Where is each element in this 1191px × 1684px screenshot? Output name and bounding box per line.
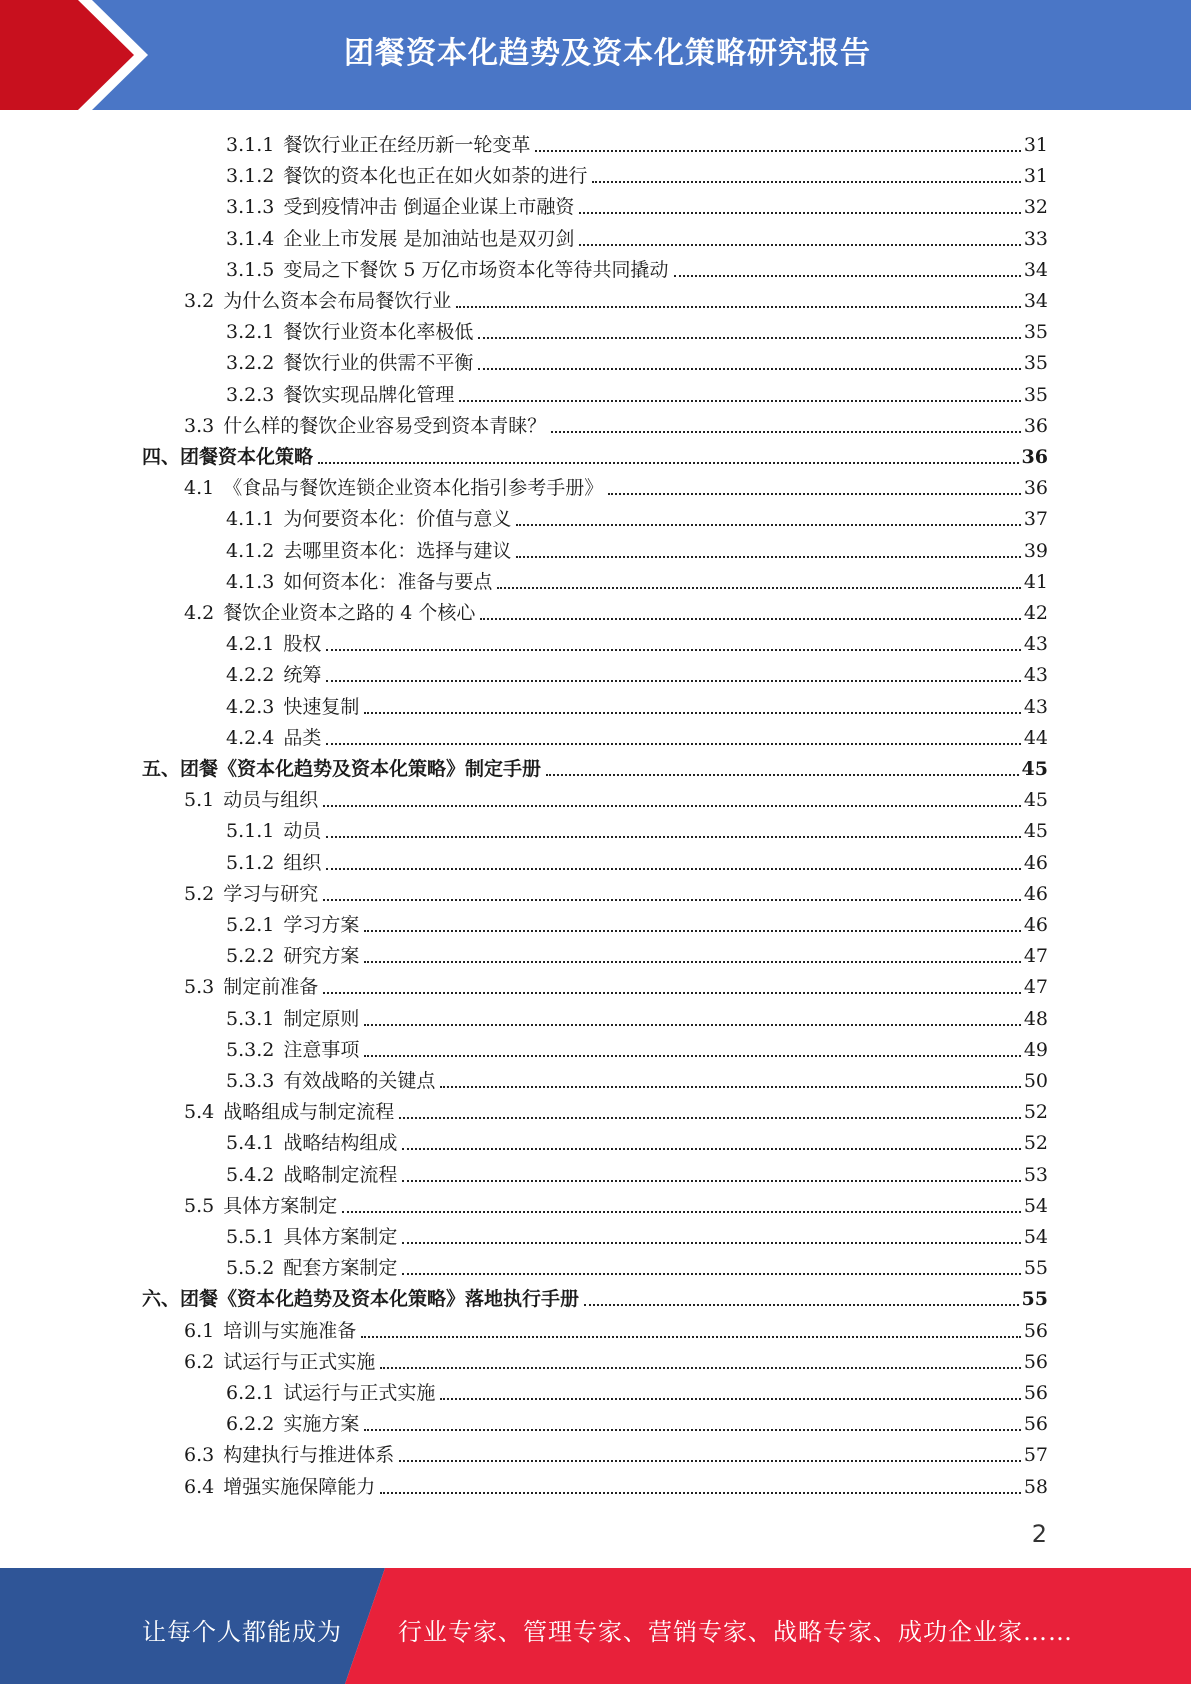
toc-entry-title: 研究方案 — [283, 945, 360, 968]
toc-entry-number: 3.2.1 — [226, 321, 275, 344]
toc-entry-number: 3.2.3 — [226, 383, 275, 406]
toc-entry-number: 4.2.2 — [226, 664, 275, 687]
toc-entry-number: 4.1.2 — [226, 539, 275, 562]
toc-entry-title: 受到疫情冲击 倒逼企业谋上市融资 — [283, 196, 575, 219]
toc-dot-leader — [516, 556, 1020, 558]
toc-entry-number: 4.2.4 — [226, 726, 275, 749]
toc-entry[interactable] — [226, 1000, 1048, 1031]
toc-entry-page: 55 — [1023, 1257, 1048, 1280]
toc-entry-page: 36 — [1021, 446, 1048, 468]
toc-entry[interactable] — [226, 812, 1048, 843]
toc-entry-page: 32 — [1023, 196, 1048, 219]
toc-dot-leader — [440, 1398, 1020, 1400]
toc-entry-number: 3.2.2 — [226, 352, 275, 375]
toc-dot-leader — [380, 1367, 1021, 1369]
toc-entry-title: 实施方案 — [283, 1413, 360, 1436]
toc-entry-number: 4.2 — [184, 602, 215, 624]
footer-band — [0, 1568, 1191, 1684]
toc-entry-page: 54 — [1023, 1226, 1048, 1248]
toc-entry-page: 35 — [1023, 352, 1048, 375]
toc-dot-leader — [323, 805, 1021, 807]
toc-entry-number: 3.3 — [184, 414, 215, 437]
toc-entry-page: 58 — [1023, 1475, 1048, 1498]
toc-entry[interactable] — [184, 282, 1048, 313]
toc-entry-number: 3.1.2 — [226, 165, 275, 188]
toc-entry-number: 5.3 — [184, 976, 215, 999]
toc-entry-title: 制定前准备 — [223, 976, 319, 999]
toc-entry-page: 35 — [1023, 321, 1048, 344]
toc-entry-page: 34 — [1023, 290, 1048, 312]
toc-entry-number: 5.5.2 — [226, 1257, 275, 1280]
toc-entry-page: 33 — [1023, 227, 1048, 250]
toc-entry-page: 43 — [1023, 664, 1048, 687]
toc-dot-leader — [326, 680, 1020, 682]
toc-dot-leader — [399, 1460, 1021, 1462]
toc-entry-page: 57 — [1023, 1444, 1048, 1467]
toc-entry-title: 为何要资本化：价值与意义 — [283, 508, 512, 531]
toc-entry-number: 4.2.1 — [226, 633, 275, 656]
toc-entry-title: 为什么资本会布局餐饮行业 — [223, 290, 452, 312]
toc-entry-page: 44 — [1023, 726, 1048, 749]
toc-entry-page: 56 — [1023, 1319, 1048, 1342]
toc-dot-leader — [478, 368, 1020, 370]
toc-entry-page: 54 — [1023, 1194, 1048, 1217]
toc-entry-page: 56 — [1023, 1350, 1048, 1373]
toc-dot-leader — [480, 618, 1020, 620]
toc-entry-number: 5.5.1 — [226, 1226, 275, 1248]
toc-entry-number: 3.1.1 — [226, 134, 275, 156]
toc-entry-number: 4.2.3 — [226, 695, 275, 718]
toc-entry-number: 5.3.2 — [226, 1038, 275, 1061]
toc-entry-number: 3.1.3 — [226, 196, 275, 219]
toc-entry[interactable] — [184, 1343, 1048, 1374]
toc-entry-page: 46 — [1023, 851, 1048, 874]
toc-entry-number: 5.4.2 — [226, 1163, 275, 1186]
toc-entry-number: 5.1.2 — [226, 851, 275, 874]
toc-entry-page: 35 — [1023, 383, 1048, 406]
toc-entry-title: 去哪里资本化：选择与建议 — [283, 539, 512, 562]
toc-dot-leader — [318, 462, 1019, 464]
toc-entry-title: 配套方案制定 — [283, 1257, 398, 1280]
toc-dot-leader — [326, 868, 1020, 870]
toc-entry-title: 组织 — [283, 851, 322, 874]
toc-entry-number: 5.4.1 — [226, 1132, 275, 1155]
toc-entry[interactable] — [226, 844, 1048, 875]
document-title: 团餐资本化趋势及资本化策略研究报告 — [344, 36, 871, 71]
toc-dot-leader — [551, 431, 1021, 433]
toc-entry-title: 统筹 — [283, 664, 322, 687]
toc-entry-page: 50 — [1023, 1070, 1048, 1092]
toc-entry-title: 试运行与正式实施 — [283, 1382, 436, 1404]
toc-entry-title: 餐饮行业正在经历新一轮变革 — [283, 134, 531, 156]
toc-entry[interactable] — [226, 1031, 1048, 1062]
toc-entry-number: 3.2 — [184, 290, 215, 312]
toc-dot-leader — [326, 836, 1020, 838]
toc-entry[interactable] — [184, 875, 1048, 906]
toc-dot-leader — [364, 930, 1020, 932]
toc-entry[interactable] — [142, 438, 1048, 469]
toc-entry[interactable] — [184, 1468, 1048, 1499]
toc-entry[interactable] — [226, 313, 1048, 344]
toc-entry-title: 注意事项 — [283, 1038, 360, 1061]
toc-entry-page: 45 — [1023, 789, 1048, 812]
toc-entry-title: 具体方案制定 — [223, 1194, 338, 1217]
toc-entry-page: 46 — [1023, 914, 1048, 936]
toc-entry-page: 56 — [1023, 1413, 1048, 1436]
toc-entry-page: 39 — [1023, 539, 1048, 562]
toc-entry-page: 53 — [1023, 1163, 1048, 1186]
toc-entry-page: 56 — [1023, 1382, 1048, 1404]
toc-entry[interactable] — [184, 1187, 1048, 1218]
toc-entry-number: 6.2 — [184, 1350, 215, 1373]
toc-dot-leader — [674, 275, 1021, 277]
toc-entry-title: 品类 — [283, 726, 322, 749]
toc-entry-page: 55 — [1021, 1288, 1048, 1311]
toc-entry-page: 45 — [1023, 820, 1048, 843]
toc-entry-page: 48 — [1023, 1007, 1048, 1030]
toc-entry-page: 47 — [1023, 945, 1048, 968]
toc-dot-leader — [579, 244, 1020, 246]
toc-entry-number: 3.1.5 — [226, 258, 275, 281]
toc-entry[interactable] — [226, 126, 1048, 157]
toc-entry[interactable] — [226, 1062, 1048, 1093]
toc-entry-page: 42 — [1023, 602, 1048, 624]
toc-entry-number: 5.3.1 — [226, 1007, 275, 1030]
toc-dot-leader — [546, 774, 1019, 776]
toc-dot-leader — [364, 961, 1020, 963]
toc-entry-title: 变局之下餐饮 5 万亿市场资本化等待共同撬动 — [283, 258, 669, 281]
toc-entry-number: 4.1.1 — [226, 508, 275, 531]
toc-entry[interactable] — [184, 1436, 1048, 1467]
toc-entry[interactable] — [184, 594, 1048, 625]
toc-dot-leader — [402, 1273, 1020, 1275]
toc-entry-page: 45 — [1021, 758, 1048, 780]
toc-entry-title: 餐饮实现品牌化管理 — [283, 383, 455, 406]
toc-entry[interactable] — [226, 1218, 1048, 1249]
toc-dot-leader — [440, 1086, 1020, 1088]
toc-entry-title: 制定原则 — [283, 1007, 360, 1030]
toc-entry[interactable] — [226, 344, 1048, 375]
toc-entry-title: 五、团餐《资本化趋势及资本化策略》制定手册 — [142, 758, 542, 780]
footer-slogan-right: 行业专家、管理专家、营销专家、战略专家、成功企业家…… — [398, 1618, 1073, 1646]
toc-entry-number: 4.1 — [184, 477, 215, 500]
toc-dot-leader — [402, 1180, 1020, 1182]
toc-entry[interactable] — [226, 220, 1048, 251]
toc-entry[interactable] — [226, 1374, 1048, 1405]
toc-dot-leader — [361, 1336, 1021, 1338]
toc-entry-title: 《食品与餐饮连锁企业资本化指引参考手册》 — [223, 477, 604, 500]
toc-entry-page: 43 — [1023, 633, 1048, 656]
toc-entry[interactable] — [184, 968, 1048, 999]
toc-entry[interactable] — [226, 625, 1048, 656]
toc-entry[interactable] — [226, 688, 1048, 719]
toc-dot-leader — [535, 150, 1020, 152]
toc-entry-title: 学习方案 — [283, 914, 360, 936]
toc-entry-title: 动员与组织 — [223, 789, 319, 812]
toc-entry[interactable] — [226, 1124, 1048, 1155]
toc-dot-leader — [497, 587, 1020, 589]
toc-entry[interactable] — [184, 469, 1048, 500]
toc-entry-number: 5.1.1 — [226, 820, 275, 843]
toc-entry-page: 31 — [1023, 165, 1048, 188]
toc-entry-title: 餐饮的资本化也正在如火如荼的进行 — [283, 165, 588, 188]
toc-dot-leader — [326, 743, 1020, 745]
toc-entry-title: 构建执行与推进体系 — [223, 1444, 395, 1467]
toc-entry-title: 战略组成与制定流程 — [223, 1101, 395, 1124]
toc-dot-leader — [380, 1492, 1021, 1494]
toc-dot-leader — [342, 1211, 1021, 1213]
toc-entry[interactable] — [184, 407, 1048, 438]
toc-dot-leader — [364, 1024, 1020, 1026]
toc-dot-leader — [402, 1242, 1020, 1244]
toc-dot-leader — [478, 337, 1020, 339]
toc-entry-number: 5.2.1 — [226, 914, 275, 936]
toc-entry-title: 餐饮行业资本化率极低 — [283, 321, 474, 344]
toc-entry-page: 31 — [1023, 134, 1048, 156]
toc-entry[interactable] — [226, 532, 1048, 563]
toc-entry-title: 餐饮行业的供需不平衡 — [283, 352, 474, 375]
toc-entry-title: 具体方案制定 — [283, 1226, 398, 1248]
toc-entry[interactable] — [184, 781, 1048, 812]
toc-entry-number: 6.4 — [184, 1475, 215, 1498]
toc-entry-title: 增强实施保障能力 — [223, 1475, 376, 1498]
toc-entry[interactable] — [184, 1093, 1048, 1124]
toc-entry-title: 六、团餐《资本化趋势及资本化策略》落地执行手册 — [142, 1288, 580, 1311]
toc-dot-leader — [402, 1148, 1020, 1150]
toc-entry-title: 四、团餐资本化策略 — [142, 446, 314, 468]
toc-entry[interactable] — [226, 656, 1048, 687]
toc-entry[interactable] — [226, 157, 1048, 188]
toc-dot-leader — [364, 1055, 1020, 1057]
toc-entry[interactable] — [142, 1280, 1048, 1311]
toc-entry-title: 餐饮企业资本之路的 4 个核心 — [223, 602, 476, 624]
toc-dot-leader — [399, 1117, 1021, 1119]
toc-entry-title: 动员 — [283, 820, 322, 843]
toc-entry-page: 47 — [1023, 976, 1048, 999]
toc-entry-number: 6.3 — [184, 1444, 215, 1467]
toc-entry-number: 5.3.3 — [226, 1070, 275, 1092]
toc-entry-number: 6.2.2 — [226, 1413, 275, 1436]
toc-entry[interactable] — [142, 750, 1048, 781]
toc-entry-page: 34 — [1023, 258, 1048, 281]
toc-dot-leader — [608, 493, 1021, 495]
toc-entry-page: 37 — [1023, 508, 1048, 531]
toc-entry[interactable] — [226, 563, 1048, 594]
toc-dot-leader — [323, 899, 1021, 901]
toc-entry-title: 股权 — [283, 633, 322, 656]
toc-entry[interactable] — [226, 1249, 1048, 1280]
toc-entry-title: 企业上市发展 是加油站也是双刃剑 — [283, 227, 575, 250]
toc-entry[interactable] — [184, 1312, 1048, 1343]
toc-dot-leader — [364, 712, 1020, 714]
toc-dot-leader — [456, 306, 1021, 308]
toc-dot-leader — [516, 524, 1020, 526]
toc-entry-page: 36 — [1023, 414, 1048, 437]
toc-entry-title: 学习与研究 — [223, 882, 319, 905]
toc-entry-page: 41 — [1023, 570, 1048, 593]
toc-entry[interactable] — [226, 500, 1048, 531]
toc-entry-number: 6.2.1 — [226, 1382, 275, 1404]
toc-entry-number: 5.4 — [184, 1101, 215, 1124]
toc-entry-title: 有效战略的关键点 — [283, 1070, 436, 1092]
toc-dot-leader — [592, 181, 1020, 183]
toc-entry-title: 培训与实施准备 — [223, 1319, 357, 1342]
toc-entry[interactable] — [226, 719, 1048, 750]
toc-entry-page: 46 — [1023, 882, 1048, 905]
toc-entry-number: 5.1 — [184, 789, 215, 812]
toc-entry[interactable] — [226, 251, 1048, 282]
toc-entry-page: 43 — [1023, 695, 1048, 718]
toc-entry-page: 36 — [1023, 477, 1048, 500]
toc-entry-number: 4.1.3 — [226, 570, 275, 593]
toc-entry-number: 3.1.4 — [226, 227, 275, 250]
toc-entry[interactable] — [226, 1156, 1048, 1187]
toc-entry-title: 快速复制 — [283, 695, 360, 718]
toc-entry-title: 如何资本化：准备与要点 — [283, 570, 493, 593]
toc-entry-page: 52 — [1023, 1101, 1048, 1124]
toc-entry-number: 5.2.2 — [226, 945, 275, 968]
page-number: 2 — [1031, 1520, 1047, 1548]
toc-entry-title: 战略制定流程 — [283, 1163, 398, 1186]
header-band — [0, 0, 1191, 110]
toc-entry-page: 49 — [1023, 1038, 1048, 1061]
toc-entry-title: 试运行与正式实施 — [223, 1350, 376, 1373]
toc-entry[interactable] — [226, 906, 1048, 937]
toc-dot-leader — [459, 400, 1020, 402]
toc-entry[interactable] — [226, 376, 1048, 407]
toc-dot-leader — [579, 212, 1020, 214]
toc-dot-leader — [584, 1304, 1019, 1306]
toc-entry-title: 战略结构组成 — [283, 1132, 398, 1155]
toc-entry-title: 什么样的餐饮企业容易受到资本青睐？ — [223, 414, 547, 437]
toc-dot-leader — [364, 1429, 1020, 1431]
toc-entry-page: 52 — [1023, 1132, 1048, 1155]
toc-entry[interactable] — [226, 1405, 1048, 1436]
toc-entry-number: 5.2 — [184, 882, 215, 905]
toc-entry-number: 5.5 — [184, 1194, 215, 1217]
toc-entry[interactable] — [226, 937, 1048, 968]
footer-slogan-left: 让每个人都能成为 — [142, 1618, 342, 1646]
toc-entry[interactable] — [226, 188, 1048, 219]
toc-entry-number: 6.1 — [184, 1319, 215, 1342]
toc-dot-leader — [323, 992, 1021, 994]
toc-dot-leader — [326, 649, 1020, 651]
